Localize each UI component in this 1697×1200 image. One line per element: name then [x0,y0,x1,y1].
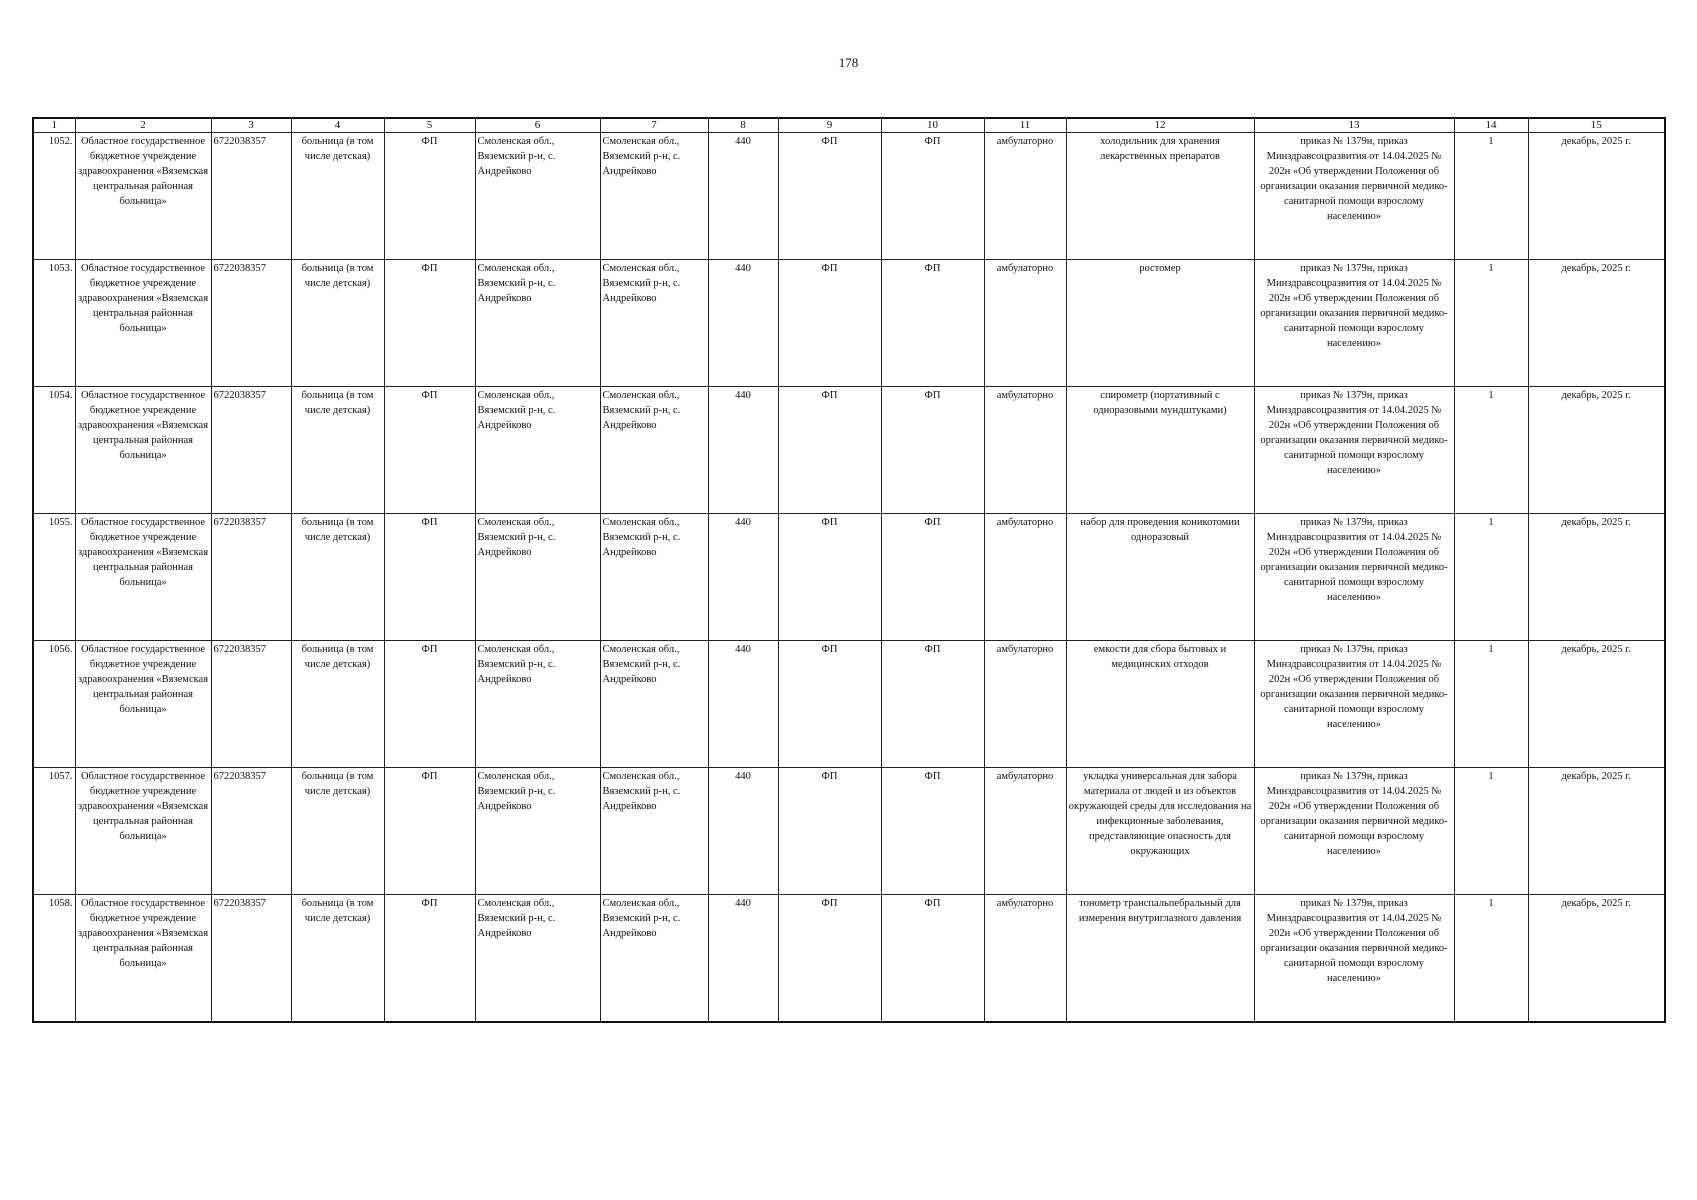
address-cell: Смоленская обл., Вяземский р-н, с. Андрейково [475,387,600,514]
column-number-header: 10 [881,118,984,133]
equipment-name: набор для проведения коникотомии одноразовый [1066,514,1254,641]
organization-name: Областное государственное бюджетное учреждение здравоохранения «Вяземская центральная районная больница» [75,641,211,768]
column-number-header: 6 [475,118,600,133]
address-cell-2: Смоленская обл., Вяземский р-н, с. Андрейково [600,260,708,387]
care-mode: амбулаторно [984,514,1066,641]
col10-value: ФП [881,768,984,895]
column-number-header: 14 [1454,118,1528,133]
inn-code: 6722038357 [211,514,291,641]
legal-basis: приказ № 1379н, приказ Минздравсоцразвития от 14.04.2025 № 202н «Об утверждении Положения об организации оказания первичной медико-санитарной помощи взрослому населению» [1254,133,1454,260]
facility-type: больница (в том числе детская) [291,768,384,895]
table-row [33,768,1665,895]
inn-code: 6722038357 [211,641,291,768]
deadline-date: декабрь, 2025 г. [1528,133,1665,260]
address-cell: Смоленская обл., Вяземский р-н, с. Андрейково [475,260,600,387]
unit-type: ФП [384,768,475,895]
col9-value: ФП [778,641,881,768]
organization-name: Областное государственное бюджетное учреждение здравоохранения «Вяземская центральная районная больница» [75,133,211,260]
row-number: 1052. [33,133,75,260]
address-cell-2: Смоленская обл., Вяземский р-н, с. Андрейково [600,514,708,641]
equipment-name: емкости для сбора бытовых и медицинских отходов [1066,641,1254,768]
unit-type: ФП [384,895,475,1023]
column-number-header: 11 [984,118,1066,133]
care-mode: амбулаторно [984,895,1066,1023]
col10-value: ФП [881,260,984,387]
facility-type: больница (в том числе детская) [291,514,384,641]
col9-value: ФП [778,133,881,260]
inn-code: 6722038357 [211,387,291,514]
row-number: 1056. [33,641,75,768]
quantity: 1 [1454,514,1528,641]
care-mode: амбулаторно [984,768,1066,895]
registry-table [32,117,1666,1023]
equipment-name: ростомер [1066,260,1254,387]
legal-basis: приказ № 1379н, приказ Минздравсоцразвития от 14.04.2025 № 202н «Об утверждении Положения об организации оказания первичной медико-санитарной помощи взрослому населению» [1254,387,1454,514]
population-count: 440 [708,895,778,1023]
inn-code: 6722038357 [211,895,291,1023]
unit-type: ФП [384,260,475,387]
inn-code: 6722038357 [211,768,291,895]
deadline-date: декабрь, 2025 г. [1528,387,1665,514]
column-number-header: 2 [75,118,211,133]
care-mode: амбулаторно [984,387,1066,514]
facility-type: больница (в том числе детская) [291,133,384,260]
col10-value: ФП [881,133,984,260]
row-number: 1058. [33,895,75,1023]
quantity: 1 [1454,768,1528,895]
table-row [33,895,1665,1023]
address-cell-2: Смоленская обл., Вяземский р-н, с. Андрейково [600,133,708,260]
column-number-header: 12 [1066,118,1254,133]
equipment-name: спирометр (портативный с одноразовыми мундштуками) [1066,387,1254,514]
equipment-name: укладка универсальная для забора материала от людей и из объектов окружающей среды для исследования на инфекционные заболевания, представляющие опасность для окружающих [1066,768,1254,895]
table-body [33,133,1665,1023]
unit-type: ФП [384,514,475,641]
address-cell: Смоленская обл., Вяземский р-н, с. Андрейково [475,895,600,1023]
care-mode: амбулаторно [984,260,1066,387]
address-cell: Смоленская обл., Вяземский р-н, с. Андрейково [475,768,600,895]
organization-name: Областное государственное бюджетное учреждение здравоохранения «Вяземская центральная районная больница» [75,260,211,387]
col10-value: ФП [881,514,984,641]
equipment-name: тонометр транспальпебральный для измерения внутриглазного давления [1066,895,1254,1023]
row-number: 1053. [33,260,75,387]
column-number-header: 3 [211,118,291,133]
column-number-header: 8 [708,118,778,133]
deadline-date: декабрь, 2025 г. [1528,641,1665,768]
column-number-header: 4 [291,118,384,133]
address-cell: Смоленская обл., Вяземский р-н, с. Андрейково [475,641,600,768]
address-cell: Смоленская обл., Вяземский р-н, с. Андрейково [475,133,600,260]
unit-type: ФП [384,387,475,514]
population-count: 440 [708,260,778,387]
population-count: 440 [708,768,778,895]
facility-type: больница (в том числе детская) [291,260,384,387]
row-number: 1057. [33,768,75,895]
address-cell-2: Смоленская обл., Вяземский р-н, с. Андрейково [600,387,708,514]
inn-code: 6722038357 [211,133,291,260]
care-mode: амбулаторно [984,133,1066,260]
deadline-date: декабрь, 2025 г. [1528,260,1665,387]
unit-type: ФП [384,133,475,260]
facility-type: больница (в том числе детская) [291,387,384,514]
care-mode: амбулаторно [984,641,1066,768]
col9-value: ФП [778,514,881,641]
facility-type: больница (в том числе детская) [291,895,384,1023]
organization-name: Областное государственное бюджетное учреждение здравоохранения «Вяземская центральная районная больница» [75,514,211,641]
legal-basis: приказ № 1379н, приказ Минздравсоцразвития от 14.04.2025 № 202н «Об утверждении Положения об организации оказания первичной медико-санитарной помощи взрослому населению» [1254,768,1454,895]
quantity: 1 [1454,641,1528,768]
table-row [33,260,1665,387]
column-number-header: 7 [600,118,708,133]
population-count: 440 [708,514,778,641]
page-number: 178 [838,55,859,70]
address-cell-2: Смоленская обл., Вяземский р-н, с. Андрейково [600,895,708,1023]
unit-type: ФП [384,641,475,768]
col9-value: ФП [778,387,881,514]
col9-value: ФП [778,895,881,1023]
quantity: 1 [1454,260,1528,387]
column-number-row [33,118,1665,133]
legal-basis: приказ № 1379н, приказ Минздравсоцразвития от 14.04.2025 № 202н «Об утверждении Положения об организации оказания первичной медико-санитарной помощи взрослому населению» [1254,895,1454,1023]
legal-basis: приказ № 1379н, приказ Минздравсоцразвития от 14.04.2025 № 202н «Об утверждении Положения об организации оказания первичной медико-санитарной помощи взрослому населению» [1254,641,1454,768]
table-row [33,133,1665,260]
row-number: 1054. [33,387,75,514]
col9-value: ФП [778,260,881,387]
equipment-name: холодильник для хранения лекарственных препаратов [1066,133,1254,260]
organization-name: Областное государственное бюджетное учреждение здравоохранения «Вяземская центральная районная больница» [75,387,211,514]
quantity: 1 [1454,387,1528,514]
deadline-date: декабрь, 2025 г. [1528,514,1665,641]
col10-value: ФП [881,641,984,768]
row-number: 1055. [33,514,75,641]
table-row [33,514,1665,641]
column-number-header: 5 [384,118,475,133]
col10-value: ФП [881,387,984,514]
legal-basis: приказ № 1379н, приказ Минздравсоцразвития от 14.04.2025 № 202н «Об утверждении Положения об организации оказания первичной медико-санитарной помощи взрослому населению» [1254,260,1454,387]
inn-code: 6722038357 [211,260,291,387]
organization-name: Областное государственное бюджетное учреждение здравоохранения «Вяземская центральная районная больница» [75,768,211,895]
deadline-date: декабрь, 2025 г. [1528,768,1665,895]
quantity: 1 [1454,133,1528,260]
column-number-header: 13 [1254,118,1454,133]
address-cell-2: Смоленская обл., Вяземский р-н, с. Андрейково [600,768,708,895]
population-count: 440 [708,387,778,514]
column-number-header: 9 [778,118,881,133]
col9-value: ФП [778,768,881,895]
column-number-header: 1 [33,118,75,133]
facility-type: больница (в том числе детская) [291,641,384,768]
deadline-date: декабрь, 2025 г. [1528,895,1665,1023]
address-cell-2: Смоленская обл., Вяземский р-н, с. Андрейково [600,641,708,768]
quantity: 1 [1454,895,1528,1023]
col10-value: ФП [881,895,984,1023]
column-number-header: 15 [1528,118,1665,133]
organization-name: Областное государственное бюджетное учреждение здравоохранения «Вяземская центральная районная больница» [75,895,211,1023]
table-row [33,641,1665,768]
address-cell: Смоленская обл., Вяземский р-н, с. Андрейково [475,514,600,641]
table-row [33,387,1665,514]
legal-basis: приказ № 1379н, приказ Минздравсоцразвития от 14.04.2025 № 202н «Об утверждении Положения об организации оказания первичной медико-санитарной помощи взрослому населению» [1254,514,1454,641]
population-count: 440 [708,641,778,768]
population-count: 440 [708,133,778,260]
